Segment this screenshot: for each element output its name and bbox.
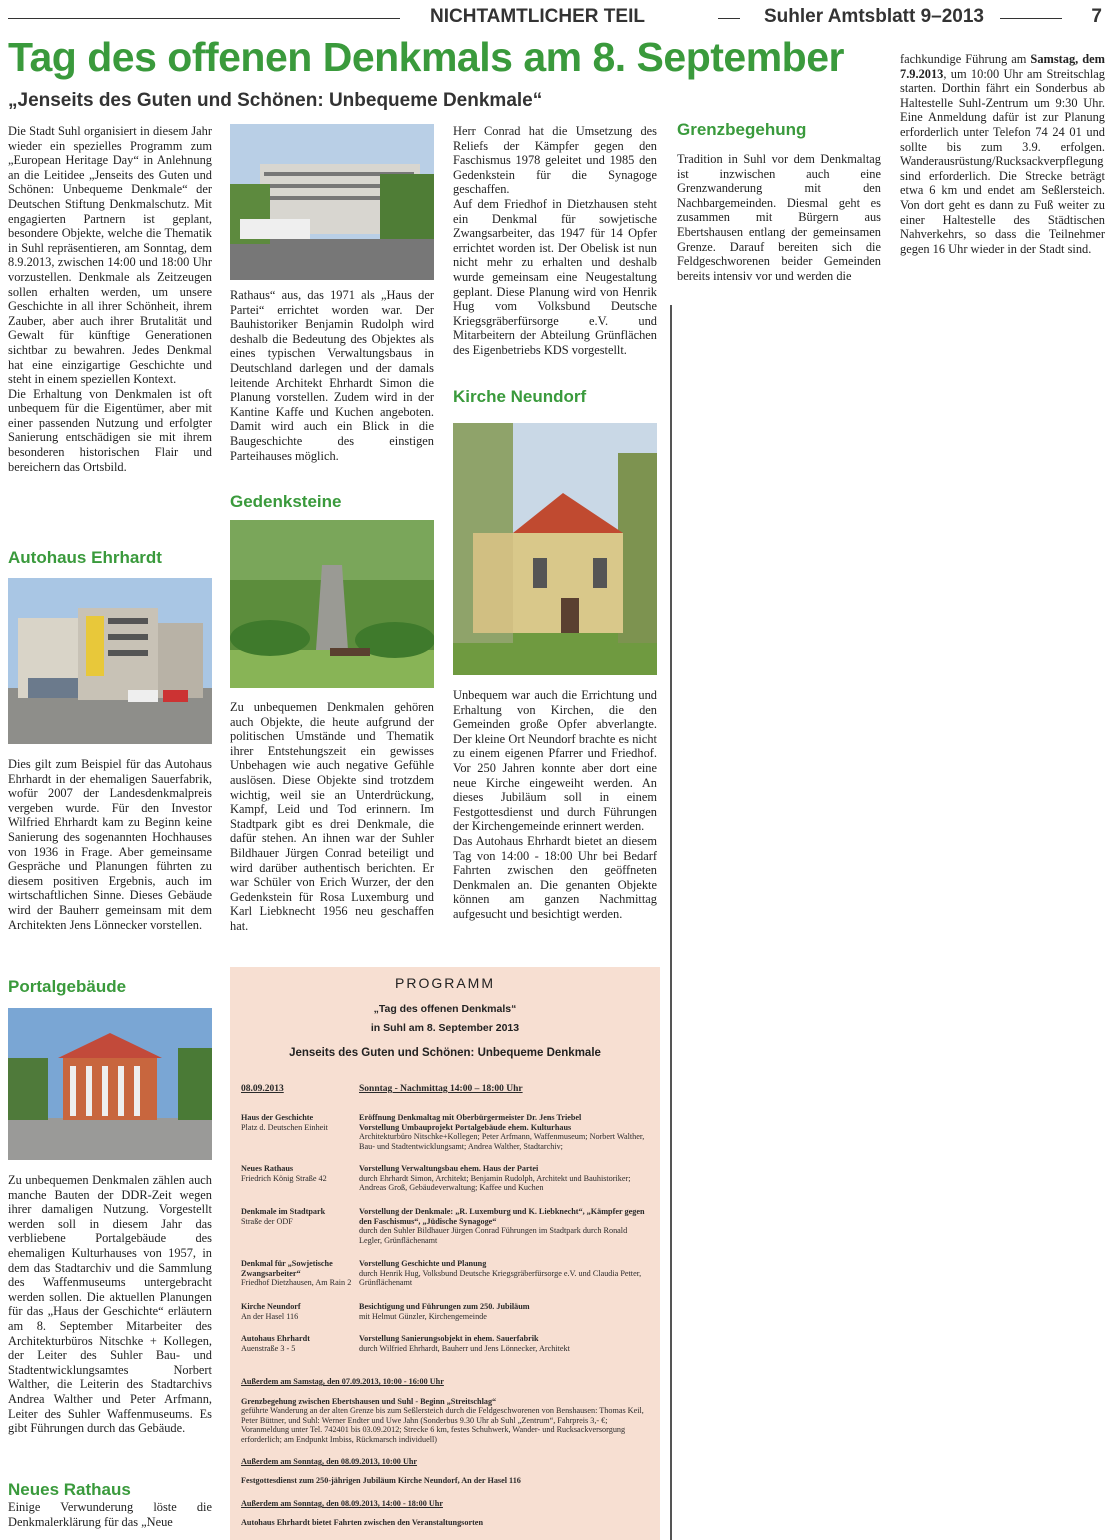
autohaus-heading: Autohaus Ehrhardt — [8, 548, 162, 567]
program-address: Auenstraße 3 - 5 — [241, 1343, 296, 1353]
program-detail: durch Henrik Hug, Volksbund Deutsche Kriegsgräberfürsorge e.V. und Claudia Petter, Grünflächenamt — [359, 1268, 642, 1288]
autohaus-photo — [8, 578, 212, 744]
kirche-text-wrap — [453, 688, 657, 922]
program-address: Friedrich König Straße 42 — [241, 1173, 327, 1183]
program-place: Haus der Geschichte — [241, 1113, 314, 1122]
program-event: Besichtigung und Führungen zum 250. Jubiläum — [359, 1302, 530, 1311]
rathaus-paragraph-2: Rathaus“ aus, das 1971 als „Haus der Partei“ errichtet worden war. Der Bauhistoriker Benjamin Rudolph wird deshalb die Bedeutung des Objektes als eines typischen Verwaltungsbaus in Deutschland darlegen und der damals leitende Architekt Ehrhardt Simon die Planung vorstellen. Zudem wird in der Kantine Kaffe und Kuchen angeboten. Damit wird auch ein Blick in die Baugeschichte des einstigen Parteihauses möglich. — [230, 288, 434, 463]
program-address: An der Hasel 116 — [241, 1311, 299, 1321]
program-place: Neues Rathaus — [241, 1164, 294, 1173]
intro-paragraph: Die Stadt Suhl organisiert in diesem Jahr wieder ein spezielles Programm zum „European Heritage Day“ in Anlehnung an die Leitidee „Jenseits des Guten und Schönen: Unbequeme Denkmale“ der Deutschen Stiftung Denkmalschutz. Mit engagierten Partnern ist geplant, besondere Objekte, welche die Thematik in Suhl repräsentieren, am Sonntag, dem 8.9.2013, zwischen 14:00 und 18:00 Uhr vorzustellen. Denkmale als Zeitzeugen sollen erhalten werden, um unsere Geschichte in all ihrer Schönheit, ihrem Zauber, aber auch ihrer Brutalität und Gewalt für künftige Generationen sichtbar zu bewahren. Jedes Denkmal hat eine einzigartige Geschichte und steht in einem speziellen Kontext. — [8, 124, 212, 387]
program-line-3: Jenseits des Guten und Schönen: Unbequeme Denkmale — [289, 1047, 601, 1059]
program-place: Denkmal für „Sowjetische Zwangsarbeiter“ — [241, 1259, 333, 1278]
program-date: 08.09.2013 — [241, 1084, 284, 1094]
program-extra-1 — [241, 1377, 651, 1445]
conrad-paragraph: Herr Conrad hat die Umsetzung des Reliefs der Kämpfer gegen den Faschismus 1978 geleitet und 1985 den Gedenkstein für die Synagoge geschaffen. — [453, 124, 657, 197]
portal-text-wrap — [8, 1173, 212, 1436]
program-address: Straße der ODF — [241, 1216, 293, 1226]
rathaus-paragraph: Einige Verwunderung löste die Denkmalerklärung für das „Neue — [8, 1500, 212, 1529]
program-event: Vorstellung Sanierungsobjekt in ehem. Sauerfabrik — [359, 1334, 539, 1343]
gedenk-photo — [230, 520, 434, 688]
column-divider — [670, 305, 672, 1540]
autohaus-text-wrap — [8, 757, 212, 932]
grenz-heading: Grenzbegehung — [677, 120, 807, 139]
program-line-2: in Suhl am 8. September 2013 — [370, 1022, 520, 1034]
column-3-top — [453, 124, 657, 358]
column-5 — [900, 52, 1105, 256]
program-box — [230, 967, 660, 1540]
section-label: NICHTAMTLICHER TEIL — [430, 6, 645, 27]
portal-paragraph: Zu unbequemen Denkmalen zählen auch manche Bauten der DDR-Zeit wegen ihrer damaligen Nutzung. Vorgestellt werden soll in diesem Jahr das verbliebene Portalgebäude des ehemaligen Kulturhauses von 1957, in dem das Stadtarchiv und die Sammlung des Waffenmuseums untergebracht werden sollen. Die aktuellen Planungen für das „Haus der Geschichte“ erläutern am 8. September Mitarbeiter des Architekturbüros Nitschke + Kollegen, der Leiter des Suhler Bau- und Stadtentwicklungsamtes Norbert Walther, die Leiterin des Stadtarchivs Andrea Walther und Peter Arfmann, Leiter des Suhler Waffenmuseums. Es gibt Führungen durch das Gebäude. — [8, 1173, 212, 1436]
autohaus-paragraph: Dies gilt zum Beispiel für das Autohaus Ehrhardt in der ehemaligen Sauerfabrik, wofür 2007 der Landesdenkmalpreis vergeben wurde. Für den Investor Wilfried Ehrhardt kam zu Beginn keine Sanierung des sogenannten Hochhauses von 1936 in Frage. Aber gemeinsame Gespräche und Planungen führten zu diesem positiven Ergebnis, auch im wirtschaftlichen Sinne. Dieses Gebäude wird der Bauherr gemeinsam mit dem Architekten Jens Lönnecker vorstellen. — [8, 757, 212, 932]
program-detail: mit Helmut Günzler, Kirchengemeinde — [359, 1311, 487, 1321]
portal-photo — [8, 1008, 212, 1160]
gedenk-heading: Gedenksteine — [230, 492, 342, 511]
rathaus-heading: Neues Rathaus — [8, 1480, 131, 1499]
gedenk-paragraph: Zu unbequemen Denkmalen gehören auch Objekte, die heute aufgrund der politischen Umstände und Thematik ihrer Entstehungszeit ein gewisses Unbehagen wie auch negative Gefühle auslösen. Diese Objekte sind trotzdem wichtig, weil sie an Unterdrückung, Kampf, Leid und Tod erinnern. Im Stadtpark gibt es drei Denkmale, die dafür stehen. An ihnen war der Suhler Bildhauer Jürgen Conrad beteiligt und wird darüber authentisch berichten. Er war Schüler von Erich Wurzer, der den Gedenkstein für Rosa Luxemburg und Karl Liebknecht 1956 neu geschaffen hat. — [230, 700, 434, 933]
program-line-1: „Tag des offenen Denkmals“ — [373, 1003, 517, 1015]
kirche-paragraph: Unbequem war auch die Errichtung und Erhaltung von Kirchen, die den Gemeinden große Opfer abverlangte. Der kleine Ort Neundorf brachte es nicht zu einem eigenen Pfarrer und Friedhof. Vor 250 Jahren konnte aber dort eine neue Kirche eingeweiht werden. An dieses Jubiläum soll in einem Festgottesdienst und durch Führungen der Kirchengemeinde erinnert werden. — [453, 688, 657, 834]
intro-paragraph-2: Die Erhaltung von Denkmalen ist oft unbequem für die Eigentümer, aber mit einer passenden Nutzung und erfolgter Sanierung entschädigen sie mit ihrem besonderen historischen Flair und bereichern das Ortsbild. — [8, 386, 212, 474]
program-detail: durch Ehrhardt Simon, Architekt; Benjamin Rudolph, Architekt und Bauhistoriker; Andreas Groß, Gebäudeverwaltung; Kaffee und Kuchen — [359, 1173, 631, 1193]
column-1 — [8, 124, 212, 474]
grenz-paragraph-2 — [900, 52, 1105, 256]
program-detail: durch den Suhler Bildhauer Jürgen Conrad Führungen im Stadtpark durch Ronald Legler, Grünflächenamt — [359, 1226, 628, 1245]
column-2-top — [230, 288, 434, 463]
program-place: Denkmale im Stadtpark — [241, 1207, 326, 1216]
rathaus-heading-wrap — [8, 1480, 212, 1529]
program-extra-1-title: Grenzbegehung zwischen Ebertshausen und Suhl - Beginn „Streitschlag“ — [241, 1396, 497, 1406]
rathaus-photo — [230, 124, 434, 280]
program-address: Friedhof Dietzhausen, Am Rain 2 — [241, 1278, 352, 1288]
program-detail: durch Wilfried Ehrhardt, Bauherr und Jens Lönnecker, Architekt — [359, 1343, 570, 1353]
column-4 — [677, 120, 881, 283]
program-address: Platz d. Deutschen Einheit — [241, 1122, 328, 1132]
paper-title: Suhler Amtsblatt 9–2013 — [764, 6, 984, 27]
portal-heading: Portalgebäude — [8, 977, 127, 996]
program-event: Vorstellung Verwaltungsbau ehem. Haus der Partei — [359, 1164, 539, 1173]
headline: Tag des offenen Denkmals am 8. September — [8, 34, 844, 80]
program-event-2: Vorstellung Umbauprojekt Portalgebäude ehem. Kulturhaus — [359, 1122, 572, 1132]
gedenk-heading-wrap — [230, 492, 434, 512]
grenz-text-post: , um 10:00 Uhr am Streitschlag starten. Dorthin fährt ein Sonderbus ab Haltestelle Suhl-Zentrum um 9:30 Uhr. Eine Anmeldung dafür ist zur Planung erforderlich unter Telefon 74 24 01 und sollte bis zum 3.9. erfolgen. Wanderausrüstung/Rucksackverpflegung sind erforderlich. Die Strecke beträgt etwa 6 km und endet am Seßlersteich. Von dort geht es dann zu Fuß weiter zu einer Haltestelle des Städtischen Nahverkehrs, so dass die Teilnehmer gegen 16 Uhr wieder in der Stadt sind. — [900, 66, 1105, 256]
kirche-heading: Kirche Neundorf — [453, 387, 587, 406]
page-number: 7 — [1091, 6, 1102, 27]
gedenk-text-wrap — [230, 700, 434, 934]
program-event: Eröffnung Denkmaltag mit Oberbürgermeister Dr. Jens Triebel — [359, 1113, 582, 1122]
autohaus-fahrten-paragraph: Das Autohaus Ehrhardt bietet an diesem Tag von 14:00 - 18:00 Uhr bei Bedarf Fahrten zwischen den geöffneten Denkmalen an. Die genanten Objekte können am ganzen Nachmittag aufgesucht und besichtigt werden. — [453, 833, 657, 921]
header-rule-left — [8, 18, 400, 19]
program-extra-1-head: Außerdem am Samstag, den 07.09.2013, 10:00 - 16:00 Uhr — [241, 1377, 444, 1386]
program-extra-2 — [241, 1457, 651, 1485]
grenz-paragraph: Tradition in Suhl vor dem Denkmaltag ist inzwischen auch eine Grenzwanderung mit den Nachbargemeinden. Diesmal geht es zusammen mit Bürgern aus Ebertshausen entlang der gemeinsamen Grenze. Darauf bereiten sich die Feldgeschworenen beider Gemeinden bereits intensiv vor und werden die — [677, 152, 881, 283]
portal-heading-wrap — [8, 977, 212, 997]
kirche-photo — [453, 423, 657, 675]
header-rule-mid — [718, 18, 740, 19]
program-place: Autohaus Ehrhardt — [241, 1334, 310, 1343]
program-time: Sonntag - Nachmittag 14:00 – 18:00 Uhr — [359, 1084, 523, 1094]
program-place: Kirche Neundorf — [241, 1302, 301, 1311]
kirche-heading-wrap — [453, 387, 657, 407]
running-header — [0, 4, 1110, 30]
program-detail: Architekturbüro Nitschke+Kollegen; Peter Arfmann, Waffenmuseum; Norbert Walther, Bau- und Stadtentwicklungsamt; Andrea Walther, Stadtarchiv; — [359, 1132, 645, 1151]
autohaus-heading-wrap — [8, 548, 212, 568]
program-extra-3 — [241, 1499, 651, 1527]
subheadline: „Jenseits des Guten und Schönen: Unbequeme Denkmale“ — [8, 90, 543, 111]
program-extra-3-head: Außerdem am Sonntag, den 08.09.2013, 14:00 - 18:00 Uhr — [241, 1499, 443, 1508]
program-extra-1-text: geführte Wanderung an der alten Grenze bis zum Seßlersteich durch die Feldgeschworenen von Benshausen: Thomas Keil, Peter Büttner, und Suhl: Werner Endter und Uwe Jahn (Sonderbus 9.30 Uhr ab Suhl „Zentrum“, Fahrpreis 3,- €; Voranmeldung unter Tel. 742401 bis 03.09.2012; Strecke 6 km, festes Schuhwerk, Wander- und Rucksackversorgung erforderlich; am Endpunkt Imbiss, Rückmarsch individuell) — [241, 1406, 644, 1444]
program-title: PROGRAMM — [395, 975, 495, 991]
header-rule-right — [1000, 18, 1062, 19]
grenz-text-pre: fachkundige Führung am — [900, 52, 1031, 66]
program-extra-3-title: Autohaus Ehrhardt bietet Fahrten zwischen den Veranstaltungsorten — [241, 1517, 483, 1527]
program-event: Vorstellung Geschichte und Planung — [359, 1259, 487, 1268]
program-extra-2-head: Außerdem am Sonntag, den 08.09.2013, 10:00 Uhr — [241, 1457, 418, 1466]
program-extra-2-title: Festgottesdienst zum 250-jährigen Jubiläum Kirche Neundorf, An der Hasel 116 — [241, 1475, 521, 1485]
grenz-date: Samstag, dem 7.9.2013 — [900, 52, 1105, 81]
program-event: Vorstellung der Denkmale: „R. Luxemburg und K. Liebknecht“, „Kämpfer gegen den Faschismus“, „Jüdische Synagoge“ — [359, 1207, 645, 1226]
dietzhausen-paragraph: Auf dem Friedhof in Dietzhausen steht ein Denkmal für sowjetische Zwangsarbeiter, das 1947 für 14 Opfer errichtet worden ist. Der Obelisk ist nun nicht mehr zu erhalten und deshalb wurde gemeinsam eine Neugestaltung geplant. Diese Planung wird von Henrik Hug vom Volksbund Deutsche Kriegsgräberfürsorge e.V. und Mitarbeitern der Abteilung Grünflächen des Eigenbetriebs KDS vorgestellt. — [453, 196, 657, 357]
